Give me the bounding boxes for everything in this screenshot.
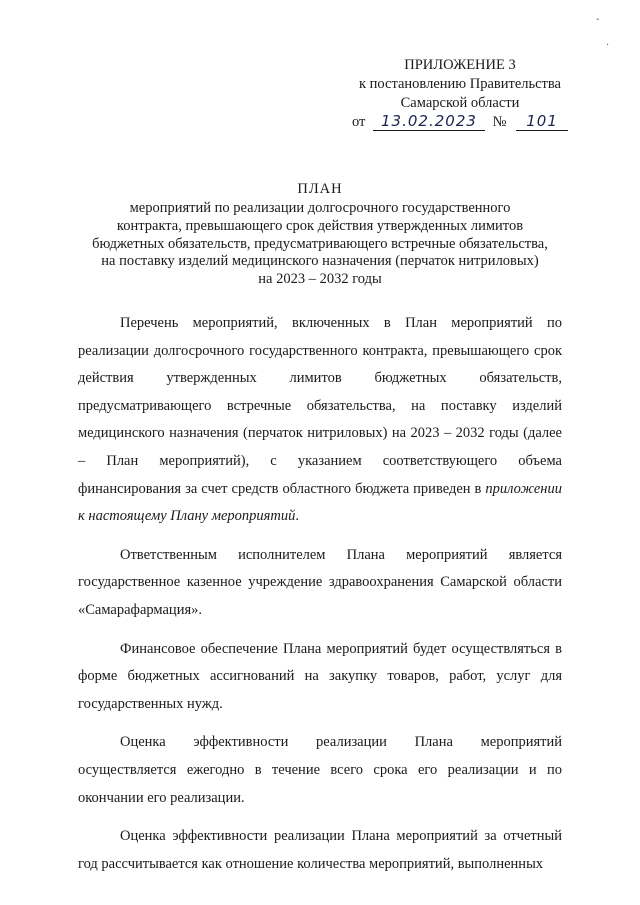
document-body xyxy=(78,310,562,889)
subtitle-line: на поставку изделий медицинского назначения (перчаток нитриловых) xyxy=(101,253,539,270)
subtitle-line: бюджетных обязательств, предусматривающего встречные обязательства, xyxy=(92,235,548,252)
document-title: ПЛАН xyxy=(297,181,343,197)
appendix-resolution-line: к постановлению Правительства xyxy=(359,76,561,92)
date-field xyxy=(373,113,485,131)
scan-speck: · xyxy=(606,40,610,51)
appendix-label: ПРИЛОЖЕНИЕ 3 xyxy=(404,57,516,73)
subtitle-line: контракта, превышающего срок действия утвержденных лимитов xyxy=(116,217,524,234)
paragraph-text: Перечень мероприятий, включенных в План мероприятий по реализации долгосрочного государственного контракта, превышающего срок действия утвержденных лимитов бюджетных обязательств, предусматривающего встречные обязательства, на поставку изделий медицинского назначения (перчаток нитриловых) на 2023 – 2032 годы (далее – План мероприятий), с указанием соответствующего объема финансирования за счет средств областного бюджета приведен в xyxy=(78,315,562,497)
body-paragraph: Финансовое обеспечение Плана мероприятий будет осуществляться в форме бюджетных ассигнований на закупку товаров, работ, услуг для государственных нужд. xyxy=(78,640,562,712)
subtitle-line: на 2023 – 2032 годы xyxy=(258,271,382,288)
body-paragraph: Оценка эффективности реализации Плана мероприятий осуществляется ежегодно в течение всего срока его реализации и по окончании его реализации. xyxy=(78,734,562,806)
appendix-date-number-line xyxy=(330,113,590,132)
appendix-header xyxy=(330,56,590,132)
paragraph-tail: . xyxy=(295,508,300,525)
appendix-region-line: Самарской области xyxy=(400,95,520,111)
body-paragraph: Ответственным исполнителем Плана мероприятий является государственное казенное учреждение здравоохранения Самарской области «Самарафармация». xyxy=(78,546,562,618)
scan-speck: - xyxy=(596,14,600,25)
body-paragraph: Оценка эффективности реализации Плана мероприятий за отчетный год рассчитывается как отношение количества мероприятий, выполненных xyxy=(78,828,562,872)
number-field xyxy=(516,113,568,131)
number-label: № xyxy=(492,114,507,130)
date-prefix: от xyxy=(351,114,366,130)
date-value: 13.02.2023 xyxy=(381,112,477,130)
number-value: 101 xyxy=(526,112,558,130)
body-paragraph xyxy=(78,310,562,531)
document-subtitle xyxy=(60,200,580,289)
subtitle-line: мероприятий по реализации долгосрочного государственного xyxy=(129,200,511,216)
paragraph-italic-reference: приложении к настоящему Плану мероприятий xyxy=(78,480,562,525)
